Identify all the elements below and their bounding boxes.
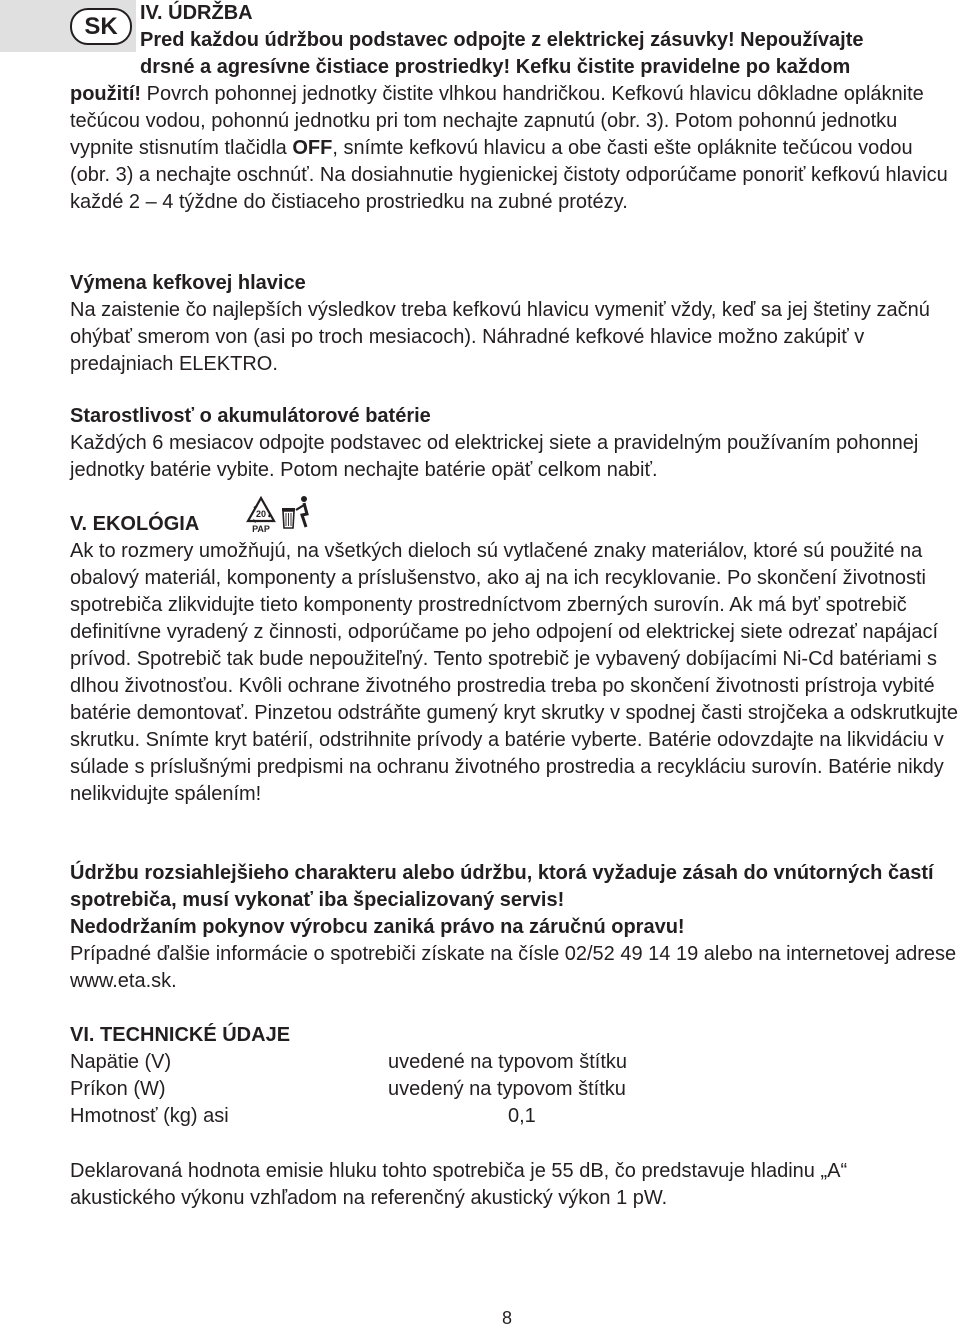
tech-label: Hmotnosť (kg) asi <box>70 1105 229 1127</box>
warning-line-1: Pred každou údržbou podstavec odpojte z elektrickej zásuvky! Nepoužívajte <box>140 29 864 51</box>
recycle-icon <box>245 496 277 534</box>
service-section <box>70 860 958 995</box>
tech-row-power <box>70 1076 950 1103</box>
maintenance-text-a: Povrch pohonnej jednotky čistite vlhkou handričkou. Kefkovú hlavicu dôkladne opláknite tečúcou vodou, pohonnú jednotku pri tom nechajte zapnutú (obr. 3). Potom pohonnú jednotku vypnite stisnutím tlačidla <box>70 83 924 159</box>
tech-value: uvedené na typovom štítku <box>388 1051 628 1073</box>
warranty-warning: Nedodržaním pokynov výrobcu zaniká právo na záručnú opravu! <box>70 916 685 938</box>
maintenance-section <box>70 0 958 216</box>
page-number: 8 <box>502 1308 513 1328</box>
head-replacement-title: Výmena kefkovej hlavice <box>70 272 306 294</box>
service-warning: Údržbu rozsiahlejšieho charakteru alebo údržbu, ktorá vyžaduje zásah do vnútorných častí spotrebiča, musí vykonať iba špecializovaný servis! <box>70 862 934 911</box>
section-title-technical: VI. TECHNICKÉ ÚDAJE <box>70 1024 291 1046</box>
noise-declaration: Deklarovaná hodnota emisie hluku tohto spotrebiča je 55 dB, čo predstavuje hladinu „A“ akustického výkonu vzhľadom na referenčný akustický výkon 1 pW. <box>70 1160 848 1209</box>
warning-line-3: použití! <box>70 83 142 105</box>
recycle-number: 20 <box>255 509 267 519</box>
head-replacement-section <box>70 270 958 378</box>
section-title-maintenance: IV. ÚDRŽBA <box>140 2 253 24</box>
maintenance-text-b: , snímte kefkovú hlavicu a obe časti ešte opláknite tečúcou vodou (obr. 3) a nechajte oschnúť. Na dosiahnutie hygienickej čistoty odporúčame ponoriť kefkovú hlavicu každé 2 – 4 týždne do čistiaceho prostriedku na zubné protézy. <box>70 137 948 213</box>
recycle-code: PAP <box>252 524 270 534</box>
crossed-bin-icon <box>280 494 312 532</box>
section-title-ecology: V. EKOLÓGIA <box>70 513 200 535</box>
tech-value: uvedený na typovom štítku <box>388 1078 626 1100</box>
ecology-text: Ak to rozmery umožňujú, na všetkých dieloch sú vytlačené znaky materiálov, ktoré sú použité na obalový materiál, komponenty a príslušenstvo, ako aj na ich recyklovanie. Po skončení životnosti spotrebiča zlikvidujte tieto komponenty prostredníctvom zberných surovín. Ak má byť spotrebič definitívne vyradený z činnosti, odporúčame po jeho odpojení od elektrickej siete odrezať napájací prívod. Spotrebič tak bude nepoužiteľný. Tento spotrebič je vybavený dobíjacími Ni-Cd batériami s dlhou životnosťou. Kvôli ochrane životného prostredia treba po skončení životnosti prístroja vybité batérie demontovať. Pinzetou odstráňte gumený kryt skrutky v spodnej časti strojčeka a odskrutkujte skrutku. Snímte kryt batérií, odstrihnite prívody a batérie vyberte. Batérie odovzdajte na likvidáciu v súlade s príslušnými predpismi na ochranu životného prostredia a recykláciu surovín. Batérie nikdy nelikvidujte spálením! <box>70 540 958 805</box>
tech-row-voltage <box>70 1049 950 1076</box>
tech-row-weight <box>70 1103 950 1130</box>
warning-line-2: drsné a agresívne čistiace prostriedky! Kefku čistite pravidelne po každom <box>140 56 851 78</box>
tech-value: 0,1 <box>508 1105 536 1127</box>
language-badge: SK <box>70 8 132 45</box>
tech-label: Napätie (V) <box>70 1051 172 1073</box>
battery-care-section <box>70 403 958 484</box>
contact-info: Prípadné ďalšie informácie o spotrebiči získate na čísle 02/52 49 14 19 alebo na internetovej adrese www.eta.sk. <box>70 943 957 992</box>
battery-care-title: Starostlivosť o akumulátorové batérie <box>70 405 431 427</box>
head-replacement-text: Na zaistenie čo najlepších výsledkov treba kefkovú hlavicu vymeniť vždy, keď sa jej štetiny začnú ohýbať smerom von (asi po troch mesiacoch). Náhradné kefkové hlavice možno zakúpiť v predajniach ELEKTRO. <box>70 299 930 375</box>
tech-label: Príkon (W) <box>70 1078 166 1100</box>
off-label: OFF <box>292 137 333 159</box>
battery-care-text: Každých 6 mesiacov odpojte podstavec od elektrickej siete a pravidelným používaním pohonnej jednotky batérie vybite. Potom nechajte batérie opäť celkom nabiť. <box>70 432 919 481</box>
